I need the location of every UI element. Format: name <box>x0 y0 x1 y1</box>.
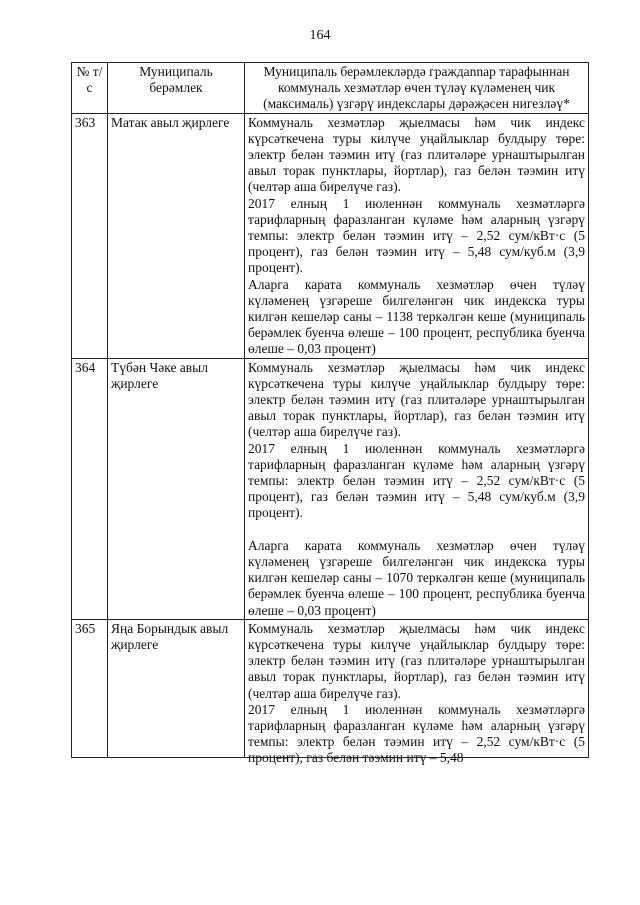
paragraph-people: Аларга карата коммуналь хезмәтләр өчен түләү күләменең үзгәреше билгеләнгән чик индекска туры килгән кешеләр саны – 1138 теркәлгән кеше (муниципаль берәмлек буенча өлеше – 100 процент, республика буенча өлеше – 0,03 процент) <box>248 276 585 357</box>
table-row <box>72 113 589 358</box>
justification-cell <box>245 619 589 766</box>
justification-cell <box>245 358 589 619</box>
paragraph-amenities: Коммуналь хезмәтләр җыелмасы һәм чик индекс күрсәткечена туры килүче уңайлыклар булдыру төре: электр белән тәэмин итү (газ плитәләре урнаштырылган авыл торак пунктлары, йортлар), газ белән тәэмин итү (челтәр аша бирелүче газ). <box>248 114 585 195</box>
header-municipality: Муниципаль берәмлек <box>108 63 245 114</box>
paragraph-tariffs: 2017 елның 1 июленнән коммуналь хезмәтләргә тарифларның фаразланган күләме һәм аларның үзгәрү темпы: электр белән тәэмин итү – 2,52 сум/кВт·с (5 процент), газ белән тәэмин итү – 5,48 сум/куб.м (3,9 процент). <box>248 195 585 276</box>
row-number: 363 <box>72 113 108 358</box>
justification-cell <box>245 113 589 358</box>
municipality-name: Матак авыл җирлеге <box>108 113 245 358</box>
municipality-name: Яңа Борындык авыл җирлеге <box>108 619 245 757</box>
header-justification: Муниципаль берәмлекләрдә граждannар тарафыннан коммуналь хезмәтләр өчен түләү күләменең чик (максималь) үзгәрү индекслары дәрәҗәсен нигезләү* <box>245 63 589 114</box>
table-row <box>72 358 589 619</box>
paragraph-tariffs: 2017 елның 1 июленнән коммуналь хезмәтләргә тарифларның фаразланган күләме һәм аларның үзгәрү темпы: электр белән тәэмин итү – 2,52 сум/кВт·с (5 процент), газ белән тәэмин итү – 5,48 сум/куб.м (3,9 процент). <box>248 440 585 521</box>
municipality-name: Түбән Чәке авыл җирлеге <box>108 358 245 619</box>
header-number: № т/с <box>72 63 108 114</box>
row-number: 364 <box>72 358 108 619</box>
cell-continued-clip <box>248 620 585 766</box>
paragraph-gap <box>248 522 585 538</box>
table-row <box>72 619 589 757</box>
paragraph-amenities: Коммуналь хезмәтләр җыелмасы һәм чик индекс күрсәткечена туры килүче уңайлыклар булдыру төре: электр белән тәэмин итү (газ плитәләре урнаштырылган авыл торак пунктлары, йортлар), газ белән тәэмин итү (челтәр аша бирелүче газ). <box>248 620 585 701</box>
page-number: 164 <box>309 28 331 43</box>
row-number: 365 <box>72 619 108 757</box>
table-header-row <box>72 63 589 114</box>
paragraph-amenities: Коммуналь хезмәтләр җыелмасы һәм чик индекс күрсәткечена туры килүче уңайлыклар булдыру төре: электр белән тәэмин итү (газ плитәләре урнаштырылган авыл торак пунктлары, йортлар), газ белән тәэмин итү (челтәр аша бирелүче газ). <box>248 359 585 440</box>
indices-table <box>71 62 589 766</box>
paragraph-people: Аларга карата коммуналь хезмәтләр өчен түләү күләменең үзгәреше билгеләнгән чик индекска туры килгән кешеләр саны – 1070 теркәлгән кеше (муниципаль берәмлек буенча өлеше – 100 процент, республика буенча өлеше – 0,03 процент) <box>248 537 585 618</box>
paragraph-tariffs: 2017 елның 1 июленнән коммуналь хезмәтләргә тарифларның фаразланган күләме һәм аларның үзгәрү темпы: электр белән тәэмин итү – 2,52 сум/кВт·с (5 процент), газ белән тәэмин итү – 5,48 <box>248 701 585 766</box>
